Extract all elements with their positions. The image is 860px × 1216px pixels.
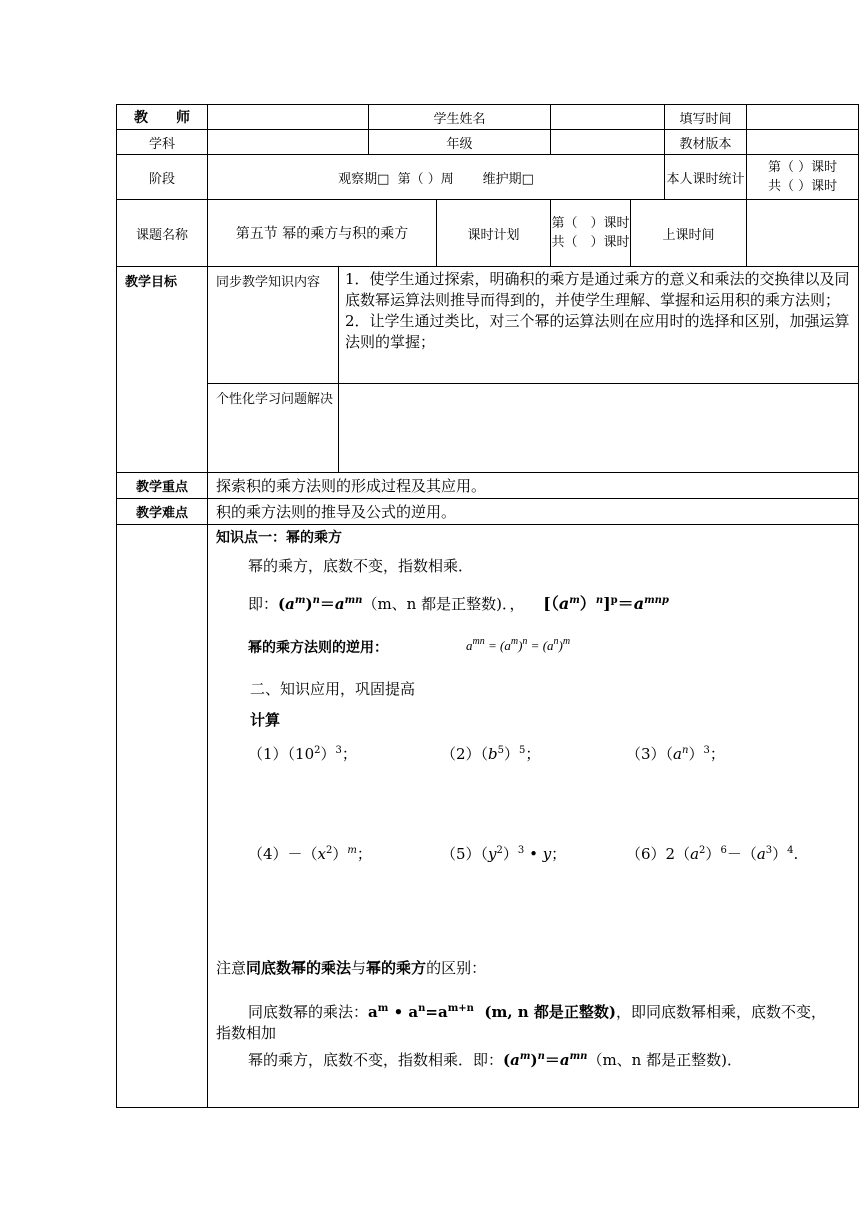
class-time-cell[interactable] xyxy=(747,200,859,267)
edition-cell[interactable] xyxy=(747,130,859,155)
plan-line-2: 共（ ）课时 xyxy=(551,235,630,250)
plan-line-1: 第（ ）课时 xyxy=(551,216,630,231)
exercise-6: $(6)2(a^2)^6-(a^3)^4$. xyxy=(626,845,799,863)
subject-label: 学科 xyxy=(117,130,208,155)
fill-time-cell[interactable] xyxy=(747,105,859,130)
grade-label: 年级 xyxy=(369,130,551,155)
student-name-cell[interactable] xyxy=(551,105,665,130)
topic-label: 课题名称 xyxy=(117,200,208,267)
sync-goal-2: 2．让学生通过类比，对三个幂的运算法则在应用时的选择和区别，加强运算法则的掌握； xyxy=(345,312,850,351)
section-2-title: 二、知识应用，巩固提高 xyxy=(250,680,416,698)
difficulty-label: 教学难点 xyxy=(117,499,208,525)
reverse-label: 幂的乘方法则的逆用： xyxy=(248,640,388,656)
plan-value xyxy=(551,200,631,267)
teacher-label: 教 师 xyxy=(117,105,208,130)
exercise-5: $(5)(y^2)^3$ • y； xyxy=(441,845,567,863)
exercise-1: $(1)(10^2)^3$； xyxy=(248,745,357,763)
fill-time-label: 填写时间 xyxy=(665,105,747,130)
same-base-rule: 同底数幂的乘法：$a^m$ • $a^n=a^{m+n}$ (m, n 都是正整数)，即同底数幂相乘，底数不变， xyxy=(248,1003,827,1021)
calc-title: 计算 xyxy=(250,711,281,729)
note-line: 注意同底数幂的乘法与幂的乘方的区别： xyxy=(216,959,487,977)
grade-cell[interactable] xyxy=(551,130,665,155)
body-content xyxy=(208,525,859,1108)
plan-label: 课时计划 xyxy=(437,200,551,267)
personal-label: 个性化学习问题解决 xyxy=(208,384,339,473)
stat-label: 本人课时统计 xyxy=(665,155,747,200)
class-time-label: 上课时间 xyxy=(631,200,747,267)
sync-content xyxy=(339,267,859,384)
exercise-4: $(4)-(x^2)^m$； xyxy=(248,845,372,863)
stage-value: 观察期□ 第（ ）周 维护期□ xyxy=(208,155,665,200)
sync-goal-1: 1．使学生通过探索，明确积的乘方是通过乘方的意义和乘法的交换律以及同底数幂运算法则推导而得到的，并使学生理解、掌握和运用积的乘方法则； xyxy=(345,270,850,309)
kp1-title: 知识点一：幂的乘方 xyxy=(216,530,342,546)
lesson-plan-table xyxy=(116,104,859,1108)
power-formula: 即：$(a^m)^n=a^{mn}(m$、n 都是正整数)．， $[(a^m)^n]^p=a^{mnp}$ xyxy=(248,594,669,613)
subject-cell[interactable] xyxy=(208,130,369,155)
difficulty-text: 积的乘方法则的推导及公式的逆用。 xyxy=(208,499,859,525)
key-text: 探索积的乘方法则的形成过程及其应用。 xyxy=(208,473,859,499)
teacher-value-cell[interactable] xyxy=(208,105,369,130)
exercise-3: $(3)(a^n)^3$； xyxy=(626,745,725,763)
key-label: 教学重点 xyxy=(117,473,208,499)
sync-label: 同步教学知识内容 xyxy=(208,267,339,384)
same-base-rule-cont: 指数相加 xyxy=(216,1024,277,1042)
goals-label: 教学目标 xyxy=(117,267,208,473)
power-rule-repeat: 幂的乘方，底数不变，指数相乘．即：$(a^m)^n=a^{mn}(m$、n 都是正整数)． xyxy=(248,1051,742,1069)
reverse-formula: $a^{mn} = (a^m)^n = (a^n)^m$ xyxy=(466,636,571,653)
stage-label: 阶段 xyxy=(117,155,208,200)
stat-line-1: 第（ ）课时 xyxy=(767,160,838,175)
student-name-label: 学生姓名 xyxy=(369,105,551,130)
power-rule: 幂的乘方，底数不变，指数相乘． xyxy=(248,557,474,575)
lesson-plan-sheet xyxy=(116,104,858,1108)
stat-line-2: 共（ ）课时 xyxy=(767,179,838,194)
edition-label: 教材版本 xyxy=(665,130,747,155)
topic-value: 第五节 幂的乘方与积的乘方 xyxy=(208,200,437,267)
body-left-cell xyxy=(117,525,208,1108)
stat-value xyxy=(747,155,859,200)
exercise-2: $(2)(b^5)^5$； xyxy=(441,745,541,763)
personal-content-cell[interactable] xyxy=(339,384,859,473)
